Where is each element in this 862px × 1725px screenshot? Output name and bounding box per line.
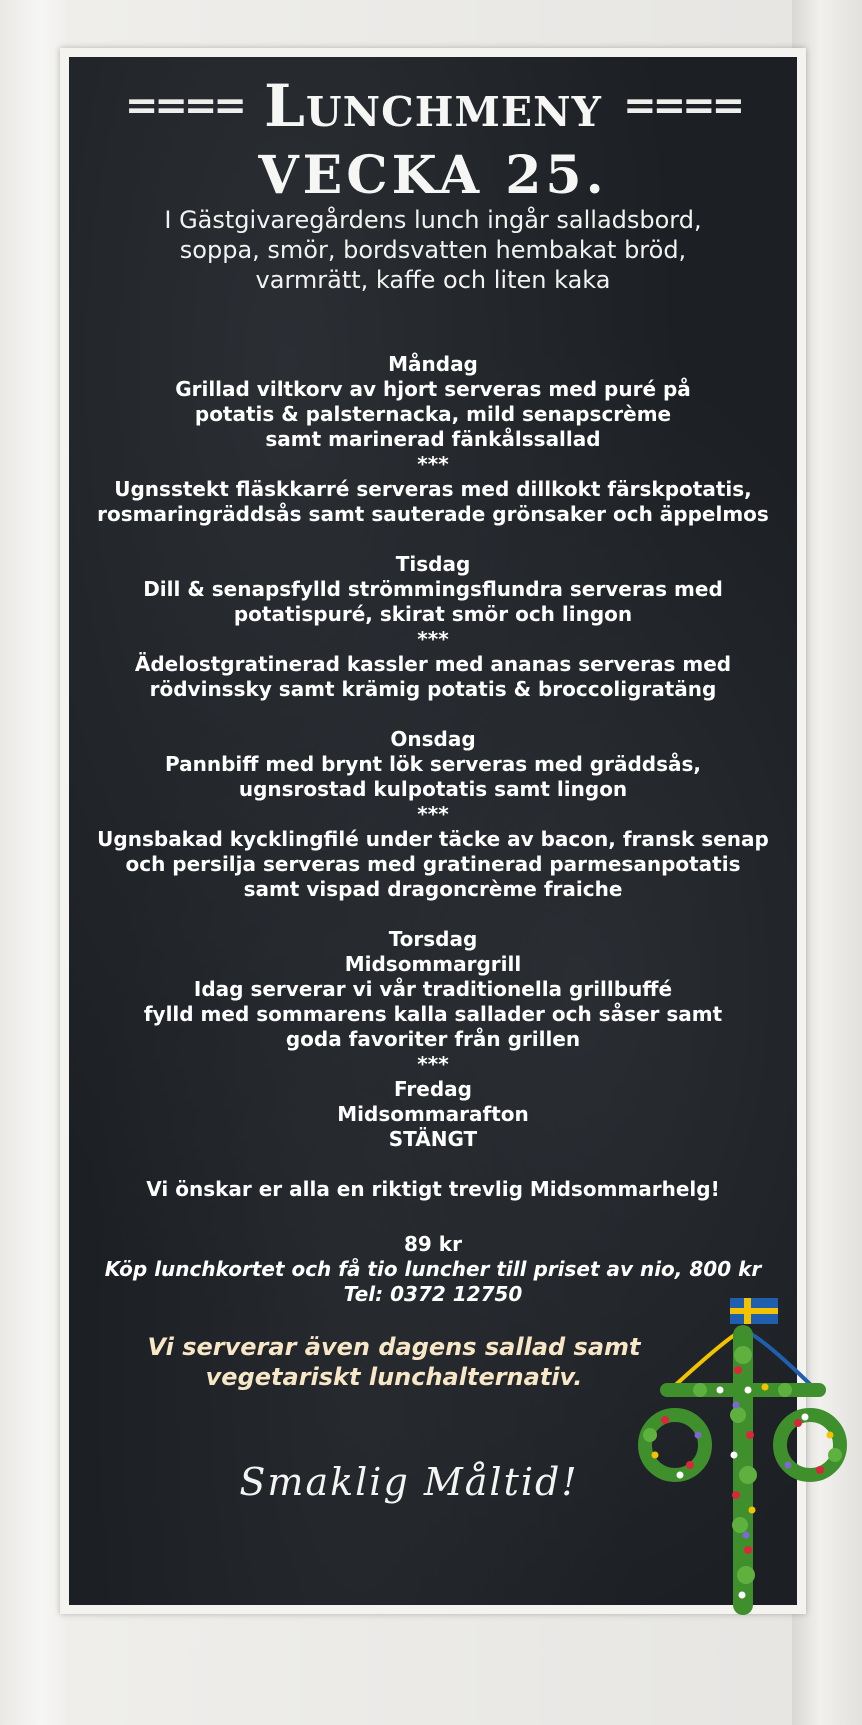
- intro-text: [109, 205, 757, 295]
- menu-line: Grillad viltkorv av hjort serveras med puré på: [175, 377, 691, 401]
- menu-line: Midsommargrill: [344, 952, 522, 976]
- menu-line: Idag serverar vi vår traditionella grillbuffé: [193, 977, 673, 1001]
- salad-line: vegetariskt lunchalternativ.: [205, 1363, 583, 1391]
- day-name-tuesday: Tisdag: [395, 552, 471, 576]
- menu-line: samt marinerad fänkålssallad: [265, 427, 601, 451]
- menu-line: ugnsrostad kulpotatis samt lingon: [238, 777, 628, 801]
- menu-line: potatis & palsternacka, mild senapscrème: [194, 402, 672, 426]
- salad-line: Vi serverar även dagens sallad samt: [147, 1333, 641, 1361]
- menu-line: potatispuré, skirat smör och lingon: [233, 602, 633, 626]
- menu-line: rosmaringräddsås samt sauterade grönsaker och äppelmos: [97, 502, 769, 526]
- menu-title: [69, 67, 797, 143]
- price: 89 kr: [404, 1232, 462, 1256]
- greeting: Vi önskar er alla en riktigt trevlig Midsommarhelg!: [146, 1177, 720, 1201]
- menu-separator: ***: [417, 1052, 449, 1076]
- menu-line: Pannbiff med brynt lök serveras med gräddsås,: [164, 752, 701, 776]
- phone-number: Tel: 0372 12750: [343, 1282, 523, 1306]
- menu-line: rödvinssky samt krämig potatis & broccoligratäng: [149, 677, 717, 701]
- menu-line: och persilja serveras med gratinerad parmesanpotatis: [125, 852, 741, 876]
- menu-line: fylld med sommarens kalla sallader och såser samt: [143, 1002, 723, 1026]
- day-name-thursday: Torsdag: [388, 927, 478, 951]
- intro-line: soppa, smör, bordsvatten hembakat bröd,: [179, 236, 687, 264]
- menu-line: Ugnsstekt fläskkarré serveras med dillkokt färskpotatis,: [114, 477, 752, 501]
- menu-separator: ***: [417, 452, 449, 476]
- weekly-menu: [69, 327, 797, 1202]
- maypole-icon: [620, 1295, 862, 1625]
- intro-line: I Gästgivaregårdens lunch ingår salladsbord,: [164, 206, 702, 234]
- menu-line: goda favoriter från grillen: [285, 1027, 581, 1051]
- day-name-friday: Fredag: [394, 1077, 472, 1101]
- menu-line: Dill & senapsfylld strömmingsflundra serveras med: [143, 577, 723, 601]
- menu-line: Midsommarafton: [337, 1102, 529, 1126]
- menu-line: samt vispad dragoncrème fraiche: [243, 877, 623, 901]
- day-name-wednesday: Onsdag: [390, 727, 476, 751]
- menu-line: Ugnsbakad kycklingfilé under täcke av bacon, fransk senap: [97, 827, 769, 851]
- intro-line: varmrätt, kaffe och liten kaka: [255, 266, 611, 294]
- menu-line: Ädelostgratinerad kassler med ananas serveras med: [134, 652, 732, 676]
- title-dashes-right: ====: [623, 83, 742, 129]
- title-dashes-left: ====: [124, 83, 243, 129]
- week-label: VECKA 25.: [258, 145, 608, 206]
- closing-text: Smaklig Måltid!: [239, 1460, 579, 1504]
- title-text: Lunchmeny: [264, 72, 602, 140]
- menu-separator: ***: [417, 627, 449, 651]
- menu-separator: ***: [417, 802, 449, 826]
- lunchcard-offer: Köp lunchkortet och få tio luncher till priset av nio, 800 kr: [104, 1257, 762, 1281]
- menu-line: STÄNGT: [388, 1127, 478, 1151]
- day-name-monday: Måndag: [388, 352, 478, 376]
